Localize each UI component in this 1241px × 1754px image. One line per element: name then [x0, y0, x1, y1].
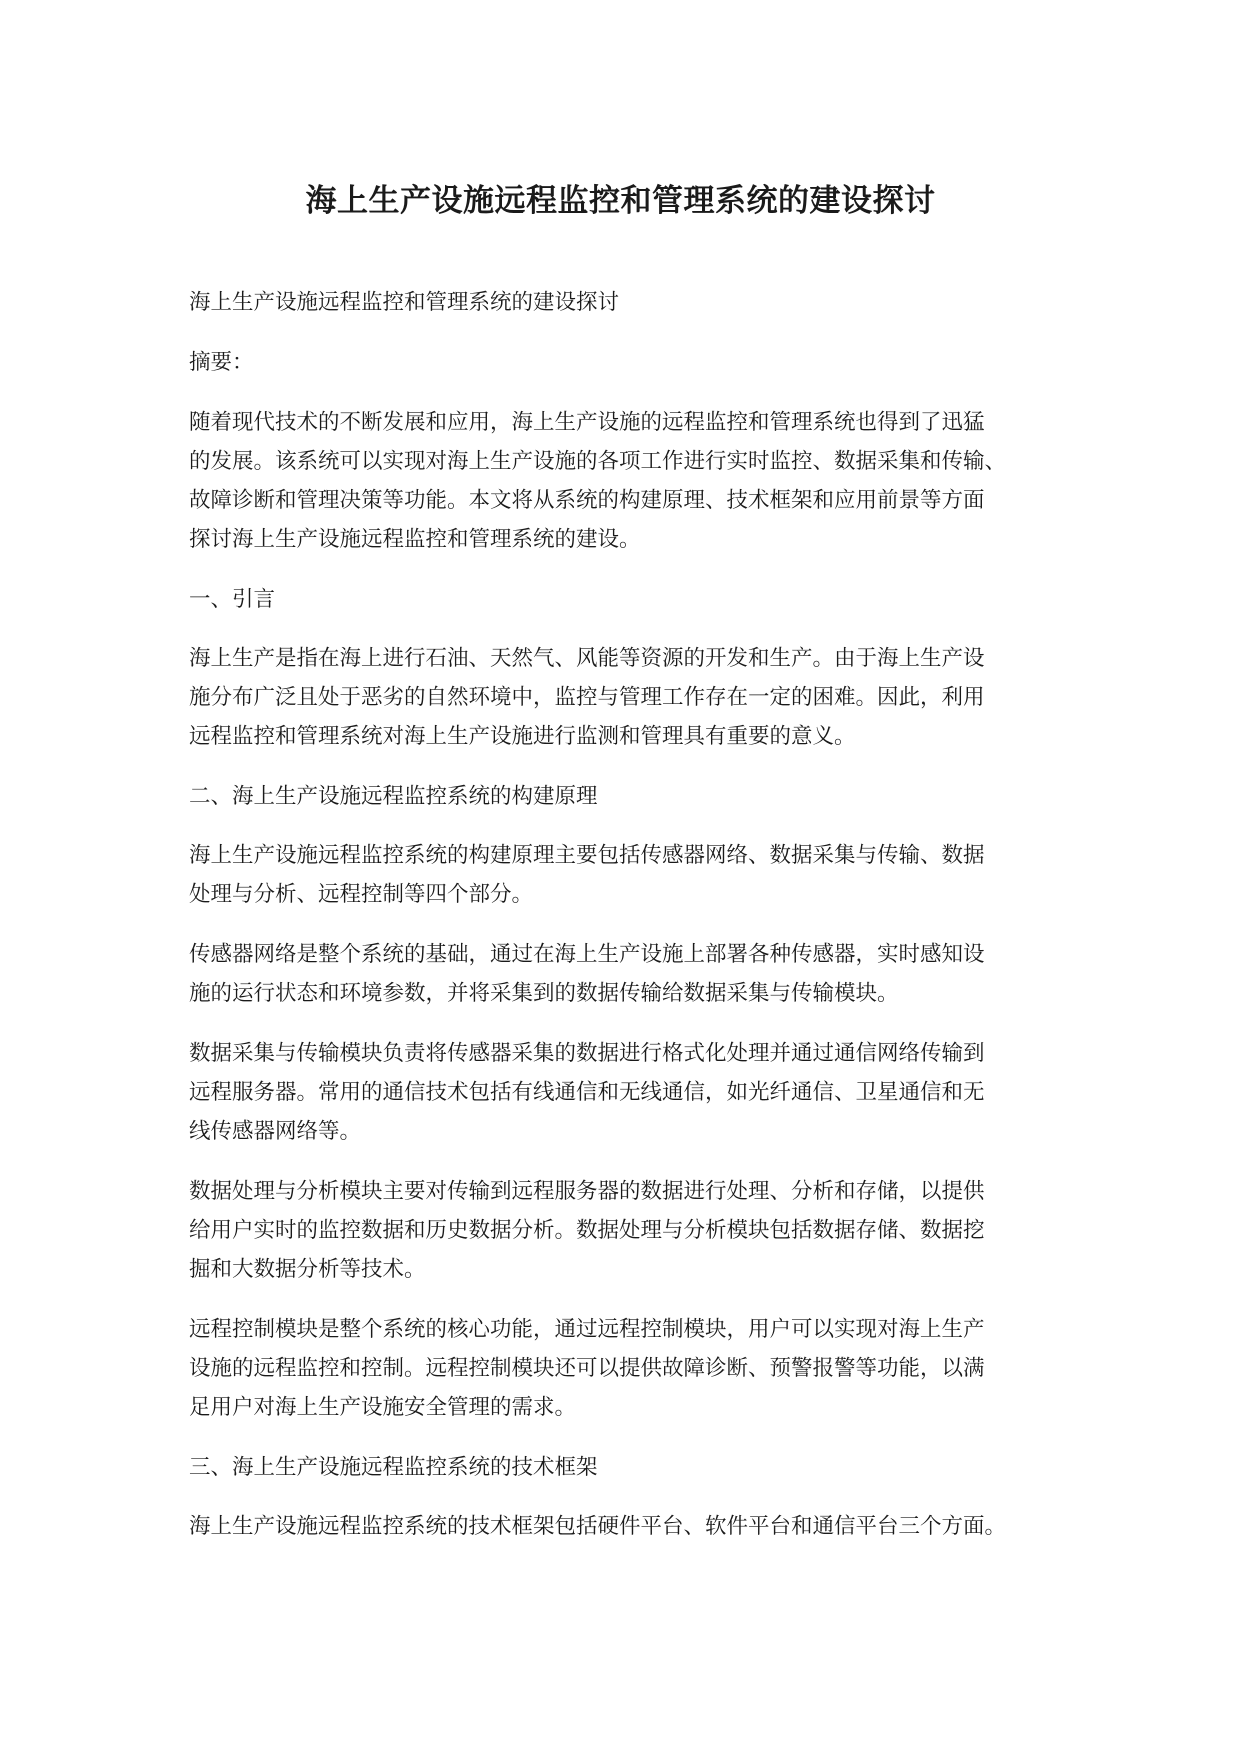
abstract-label: 摘要： — [189, 350, 254, 375]
paragraph-line: 传感器网络是整个系统的基础，通过在海上生产设施上部署各种传感器，实时感知设 — [189, 942, 985, 967]
paragraph-line: 施分布广泛且处于恶劣的自然环境中，监控与管理工作存在一定的困难。因此，利用 — [189, 685, 985, 710]
section-2-paragraph-5 — [189, 1310, 1069, 1427]
paragraph-line: 海上生产是指在海上进行石油、天然气、风能等资源的开发和生产。由于海上生产设 — [189, 646, 985, 671]
paragraph-line: 远程服务器。常用的通信技术包括有线通信和无线通信，如光纤通信、卫星通信和无 — [189, 1080, 985, 1105]
paragraph-line: 海上生产设施远程监控系统的技术框架包括硬件平台、软件平台和通信平台三个方面。 — [189, 1514, 1007, 1539]
paragraph-line: 远程控制模块是整个系统的核心功能，通过远程控制模块，用户可以实现对海上生产 — [189, 1317, 985, 1342]
paragraph-line: 掘和大数据分析等技术。 — [189, 1257, 426, 1282]
section-2-paragraph-3 — [189, 1034, 1069, 1151]
paragraph-line: 处理与分析、远程控制等四个部分。 — [189, 882, 534, 907]
document-title: 海上生产设施远程监控和管理系统的建设探讨 — [305, 183, 936, 219]
paragraph-line: 数据处理与分析模块主要对传输到远程服务器的数据进行处理、分析和存储，以提供 — [189, 1179, 985, 1204]
paragraph-line: 给用户实时的监控数据和历史数据分析。数据处理与分析模块包括数据存储、数据挖 — [189, 1218, 985, 1243]
paragraph-line: 海上生产设施远程监控系统的构建原理主要包括传感器网络、数据采集与传输、数据 — [189, 843, 985, 868]
section-3-heading: 三、海上生产设施远程监控系统的技术框架 — [189, 1455, 598, 1480]
paragraph-line: 设施的远程监控和控制。远程控制模块还可以提供故障诊断、预警报警等功能，以满 — [189, 1356, 985, 1381]
abstract-line: 的发展。该系统可以实现对海上生产设施的各项工作进行实时监控、数据采集和传输、 — [189, 449, 1007, 474]
abstract-paragraph — [189, 403, 1069, 559]
paragraph-line: 足用户对海上生产设施安全管理的需求。 — [189, 1395, 577, 1420]
document-body — [189, 283, 1069, 1567]
paragraph-line: 数据采集与传输模块负责将传感器采集的数据进行格式化处理并通过通信网络传输到 — [189, 1041, 985, 1066]
section-3-paragraph — [189, 1507, 1069, 1546]
abstract-line: 探讨海上生产设施远程监控和管理系统的建设。 — [189, 527, 641, 552]
section-1-heading: 一、引言 — [189, 587, 276, 612]
section-2-paragraph-4 — [189, 1172, 1069, 1289]
section-2-paragraph-2 — [189, 935, 1069, 1013]
abstract-line: 随着现代技术的不断发展和应用，海上生产设施的远程监控和管理系统也得到了迅猛 — [189, 410, 985, 435]
abstract-line: 故障诊断和管理决策等功能。本文将从系统的构建原理、技术框架和应用前景等方面 — [189, 488, 985, 513]
section-1-paragraph — [189, 639, 1069, 756]
paragraph-line: 线传感器网络等。 — [189, 1119, 362, 1144]
document-subtitle: 海上生产设施远程监控和管理系统的建设探讨 — [189, 290, 620, 315]
paragraph-line: 施的运行状态和环境参数，并将采集到的数据传输给数据采集与传输模块。 — [189, 981, 899, 1006]
section-2-paragraph-1 — [189, 836, 1069, 914]
section-2-heading: 二、海上生产设施远程监控系统的构建原理 — [189, 784, 598, 809]
paragraph-line: 远程监控和管理系统对海上生产设施进行监测和管理具有重要的意义。 — [189, 724, 856, 749]
